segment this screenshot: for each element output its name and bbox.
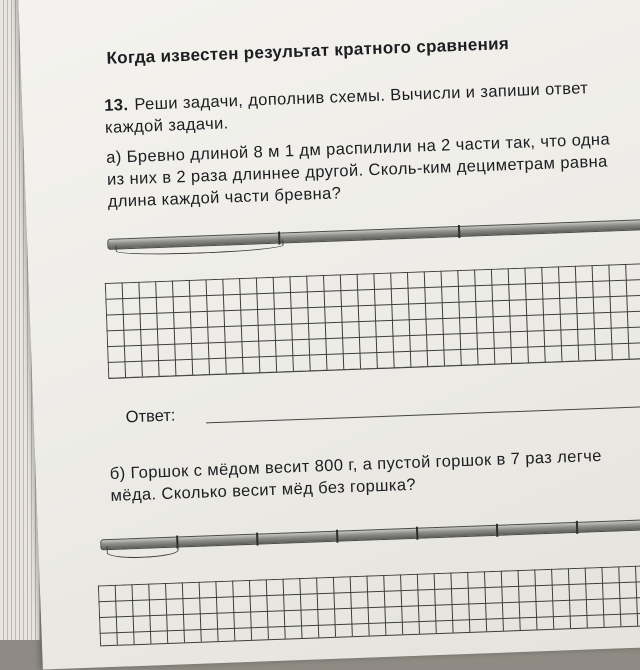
textbook-page	[18, 0, 640, 670]
answer-grid-a[interactable]	[105, 263, 640, 379]
task-number: 13.	[103, 96, 129, 115]
task-a-text: а) Бревно длиной 8 м 1 дм распилили на 2 части так, что одна из них в 2 раза длиннее другой. Сколь-ким дециметрам равна длина каждой части бревна?	[105, 130, 611, 211]
task-13-instruction	[104, 76, 625, 139]
task-b-text: б) Горшок с мёдом весит 800 г, а пустой горшок в 7 раз легче мёда. Сколько весит мёд без горшка?	[109, 446, 603, 505]
scheme-tick	[576, 521, 578, 534]
scheme-tick	[458, 225, 460, 238]
scheme-tick	[496, 524, 498, 537]
scheme-tick	[336, 530, 338, 543]
section-title: Когда известен результат кратного сравнения	[106, 34, 510, 68]
scheme-brace-b	[106, 543, 178, 559]
task-13-text: Реши задачи, дополнив схемы. Вычисли и запиши ответ каждой задачи.	[104, 79, 589, 137]
answer-label: Ответ:	[125, 406, 176, 427]
answer-line[interactable]	[206, 406, 640, 423]
answer-grid-b[interactable]	[98, 565, 640, 647]
scheme-bar-b	[100, 519, 640, 551]
scheme-tick	[256, 533, 258, 546]
scheme-tick	[416, 527, 418, 540]
